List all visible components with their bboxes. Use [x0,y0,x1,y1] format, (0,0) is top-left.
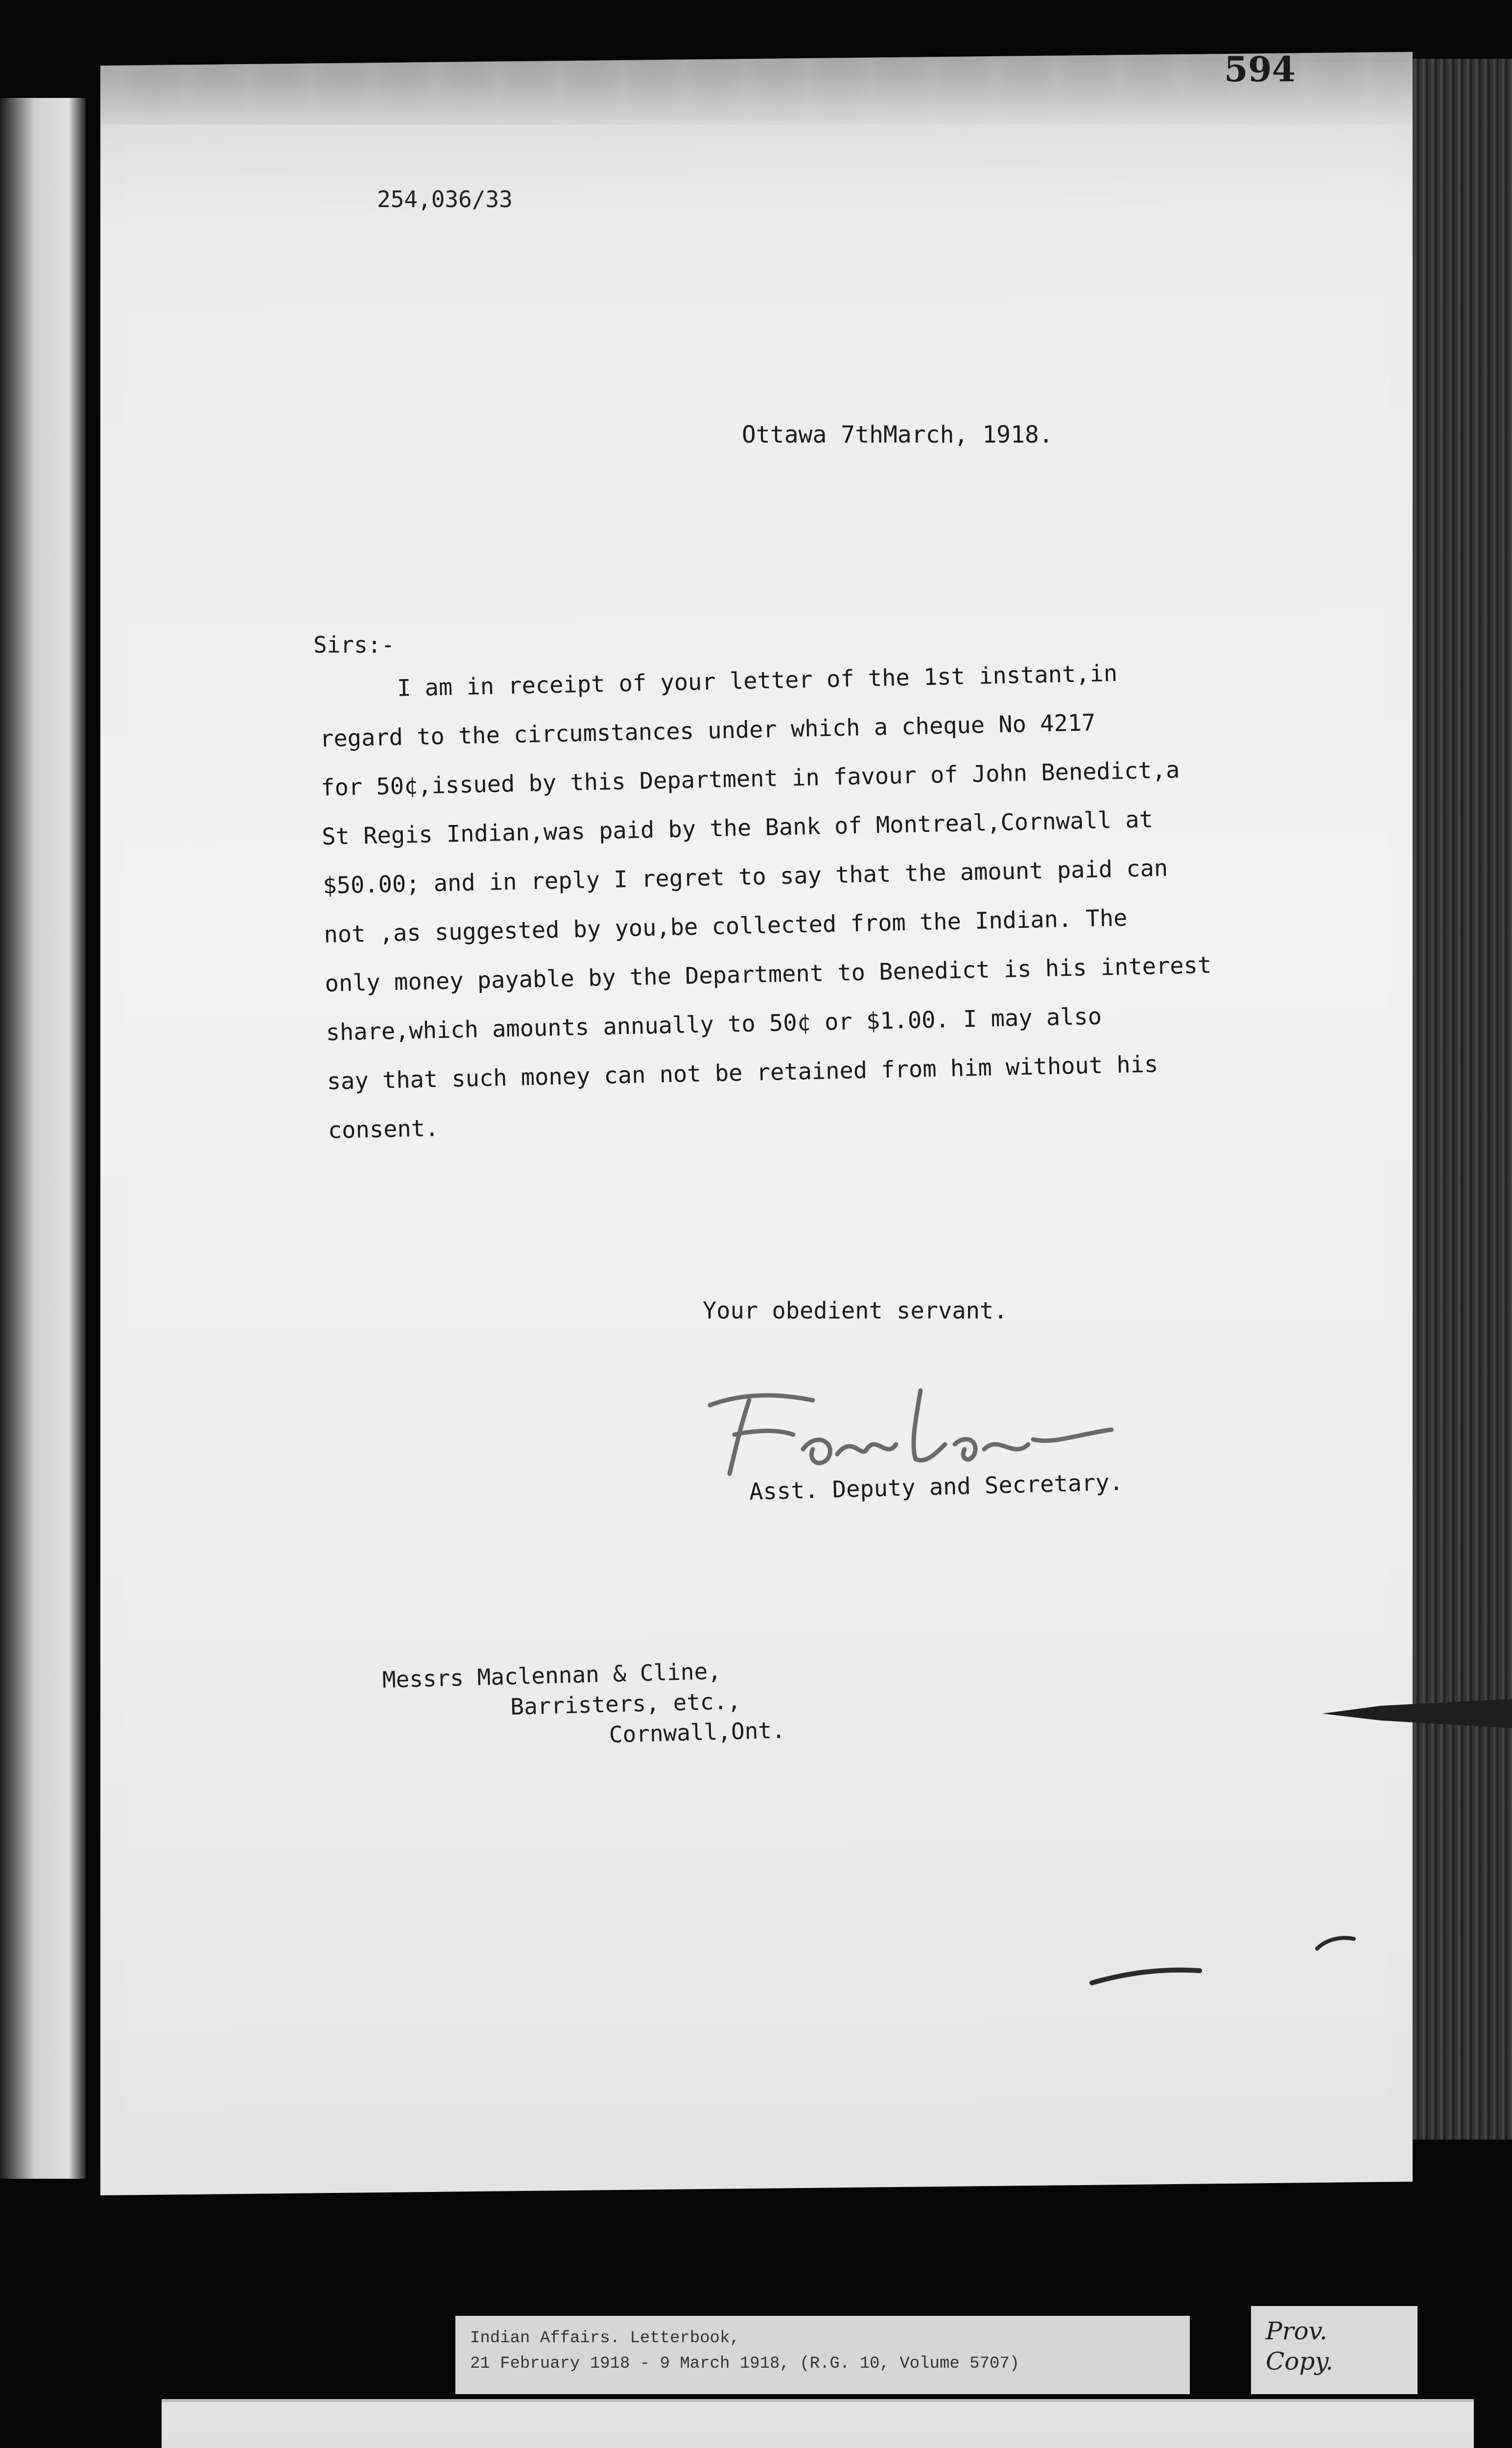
file-number: 254,036/33 [377,186,513,212]
body-line: $50.00; and in reply I regret to say that the amount paid can [322,854,1168,899]
body-line: only money payable by the Department to Benedict is his interest [325,951,1212,997]
addressee-block [382,1654,786,1756]
body-line: St Regis Indian,was paid by the Bank of Montreal,Cornwall at [321,806,1154,850]
body-line: consent. [328,1115,439,1144]
closing-line: Your obedient servant. [703,1297,1008,1324]
body-line: share,which amounts annually to 50¢ or $1.00. I may also [326,1003,1102,1046]
addressee-line: Messrs Maclennan & Cline, [382,1657,722,1693]
microfilm-caption [455,2316,1190,2394]
body-line: say that such money can not be retained from him without his [327,1051,1158,1095]
handwritten-note [1251,2306,1418,2394]
page-number: 594 [1224,49,1296,90]
facing-page-edge [0,98,86,2179]
caption-line: 21 February 1918 - 9 March 1918, (R.G. 10, Volume 5707) [470,2354,1020,2373]
body-line: not ,as suggested by you,be collected from the Indian. The [323,904,1128,948]
body-line: for 50¢,issued by this Department in favour of John Benedict,a [320,756,1180,801]
body-line: regard to the circumstances under which a cheque No 4217 [319,709,1096,753]
pen-pointer [1322,1699,1512,1728]
addressee-line: Barristers, etc., [510,1687,741,1720]
body-line: I am in receipt of your letter of the 1st instant,in [397,659,1118,702]
signer-title: Asst. Deputy and Secretary. [749,1469,1124,1506]
note-line: Prov. [1266,2317,1327,2345]
note-line: Copy. [1266,2347,1333,2376]
letter-body [318,644,1376,1155]
ink-stroke-mark [1087,1919,1361,1998]
addressee-line: Cornwall,Ont. [609,1717,786,1748]
handwritten-signature [690,1361,1131,1488]
archive-label [162,2399,1474,2448]
letter-date: Ottawa 7thMarch, 1918. [742,421,1053,448]
caption-line: Indian Affairs. Letterbook, [470,2329,740,2348]
salutation: Sirs:- [313,632,395,658]
